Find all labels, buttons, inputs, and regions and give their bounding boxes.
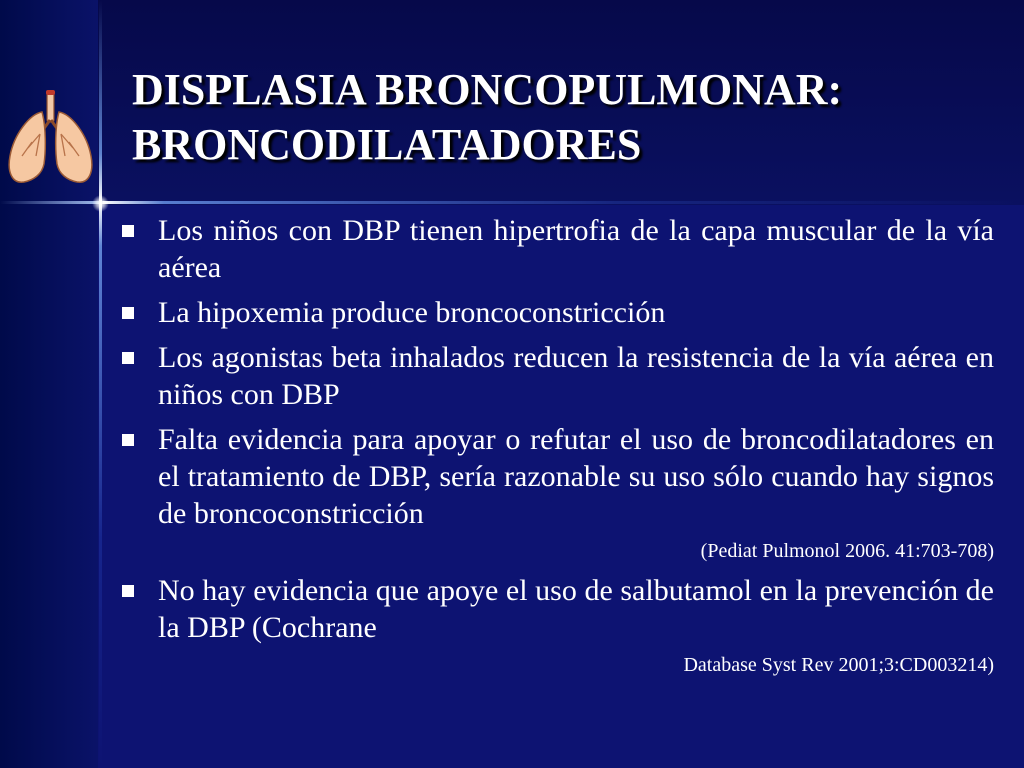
square-bullet-icon [122, 307, 134, 319]
bullet-item [120, 339, 994, 413]
bullet-item [120, 212, 994, 286]
reference-citation: (Pediat Pulmonol 2006. 41:703-708) [700, 540, 994, 562]
sparkle-decoration [92, 195, 109, 212]
bullet-text: Los agonistas beta inhalados reducen la resistencia de la vía aérea en niños con DBP [158, 341, 994, 411]
bullet-item [120, 421, 994, 532]
bullet-item [120, 294, 994, 331]
horizontal-divider [0, 201, 1024, 204]
vertical-divider [99, 0, 102, 768]
bullet-text: Falta evidencia para apoyar o refutar el uso de broncodilatadores en el tratamiento de DBP, sería razonable su uso sólo cuando hay signos de broncoconstricción [158, 423, 994, 530]
square-bullet-icon [122, 585, 134, 597]
square-bullet-icon [122, 352, 134, 364]
bullet-text: No hay evidencia que apoye el uso de salbutamol en la prevención de la DBP (Cochrane [158, 574, 994, 644]
bullet-item [120, 572, 994, 646]
square-bullet-icon [122, 434, 134, 446]
reference-citation: Database Syst Rev 2001;3:CD003214) [683, 654, 994, 676]
square-bullet-icon [122, 225, 134, 237]
bullet-text: Los niños con DBP tienen hipertrofia de la capa muscular de la vía aérea [158, 214, 994, 284]
bullet-text: La hipoxemia produce broncoconstricción [158, 296, 666, 329]
slide-title: DISPLASIA BRONCOPULMONAR: BRONCODILATADORES [132, 65, 843, 169]
lungs-icon [2, 90, 98, 190]
bullet-list [120, 212, 994, 686]
